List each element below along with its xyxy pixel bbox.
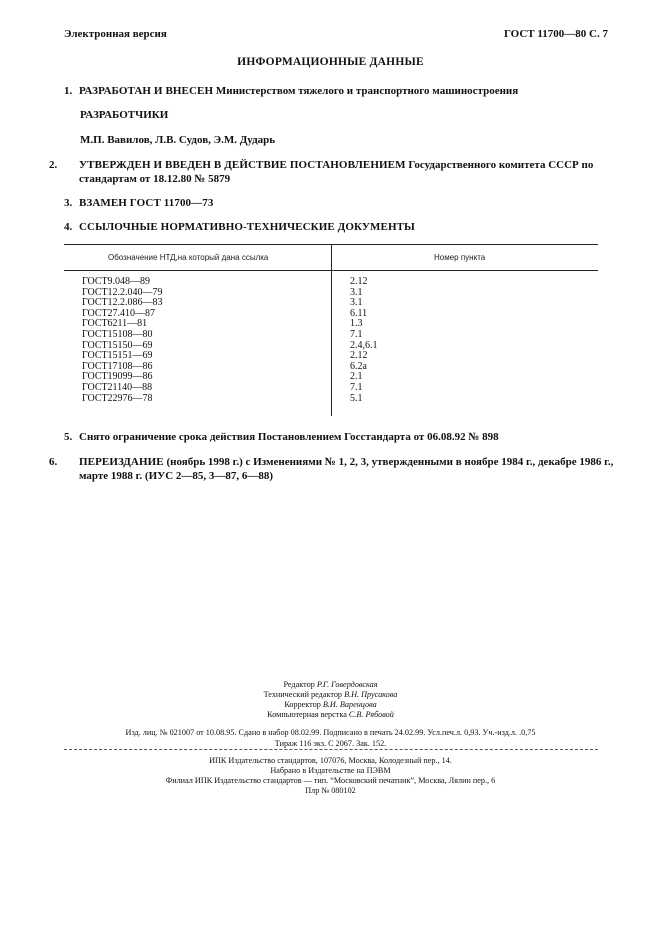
table-row-doc-number: 15150—69 (107, 339, 153, 351)
imprint-editor: Редактор Р.Г. Говердовская (283, 680, 378, 689)
table-row-prefix: ГОСТ (82, 381, 108, 393)
item-3-caps: ВЗАМЕН ГОСТ 11700—73 (79, 197, 214, 209)
table-row-doc-number: 22976—78 (107, 392, 153, 404)
item-5 (64, 430, 612, 444)
table-row-clause: 3.1 (350, 297, 363, 309)
table-row-clause: 5.1 (350, 392, 363, 404)
header-right: ГОСТ 11700—80 С. 7 (503, 28, 608, 40)
table-row-doc-number: 27.410—87 (107, 307, 155, 319)
imprint-editors (0, 680, 661, 720)
imprint-publisher (0, 756, 661, 796)
item-2-caps: УТВЕРЖДЕН И ВВЕДЕН В ДЕЙСТВИЕ ПОСТАНОВЛЕНИЕМ (79, 159, 406, 171)
table-row-clause: 3.1 (350, 286, 363, 298)
imprint-corrector: Корректор В.И. Варенцова (284, 700, 377, 709)
imprint-publisher-line-2: Набрано в Издательстве на ПЭВМ (270, 766, 391, 775)
page-title: ИНФОРМАЦИОННЫЕ ДАННЫЕ (237, 56, 424, 68)
item-1-caps: РАЗРАБОТАН И ВНЕСЕН (79, 85, 214, 97)
table-row-prefix: ГОСТ (82, 371, 108, 383)
developers-names: М.П. Вавилов, Л.В. Судов, Э.М. Дударь (80, 134, 276, 146)
table-row-doc-number: 12.2.040—79 (107, 286, 163, 298)
table-row-prefix: ГОСТ (82, 307, 108, 319)
imprint-print-run: Тираж 116 экз. С 2067. Зак. 152. (274, 739, 387, 748)
table-row-prefix: ГОСТ (82, 339, 108, 351)
item-3-number: 3. (64, 197, 73, 209)
developers-label: РАЗРАБОТЧИКИ (80, 109, 169, 121)
table-header-clause: Номер пункта (434, 253, 486, 262)
item-4 (64, 220, 612, 234)
table-row-prefix: ГОСТ (82, 350, 108, 362)
table-row-clause: 7.1 (350, 328, 363, 340)
table-row-clause: 2.12 (350, 276, 368, 287)
item-6 (49, 455, 627, 483)
table-row-doc-number: 17108—86 (107, 360, 153, 372)
item-6-caps: ПЕРЕИЗДАНИЕ (79, 456, 164, 468)
table-row-prefix: ГОСТ (82, 360, 108, 372)
table-row-clause: 2.1 (350, 371, 363, 383)
imprint-divider (64, 749, 598, 750)
item-2 (49, 158, 627, 186)
table-row-doc-number: 12.2.086—83 (107, 297, 163, 309)
table-header-document: Обозначение НТД,на который дана ссылка (108, 253, 269, 262)
imprint-license: Изд. лиц. № 021007 от 10.08.95. Сдано в набор 08.02.99. Подписано в печать 24.02.99. Усл.печ.л. 0,93. Уч.-изд.л. .0,75 (125, 728, 536, 737)
table-row-doc-number: 9.048—89 (107, 276, 150, 287)
table-row-clause: 1.3 (350, 318, 363, 330)
item-1 (64, 84, 612, 98)
table-row-prefix: ГОСТ (82, 328, 108, 340)
item-4-number: 4. (64, 221, 73, 233)
table-row-clause: 6.2а (350, 360, 367, 372)
item-3 (64, 196, 612, 210)
item-5-text: Снято ограничение срока действия Постановлением Госстандарта от 06.08.92 № 898 (79, 431, 499, 443)
imprint-layout: Компьютерная верстка С.В. Рябовой (267, 710, 394, 719)
table-row-prefix: ГОСТ (82, 276, 108, 287)
item-5-number: 5. (64, 431, 73, 443)
table-row-doc-number: 6211—81 (107, 318, 148, 330)
reference-table (64, 244, 598, 416)
table-row-doc-number: 15151—69 (107, 350, 153, 362)
item-1-number: 1. (64, 85, 73, 97)
table-column-divider (331, 244, 332, 416)
table-row-doc-number: 21140—88 (107, 381, 153, 393)
table-row-prefix: ГОСТ (82, 318, 108, 330)
header-left: Электронная версия (64, 28, 167, 40)
table-docs-column (82, 277, 163, 404)
table-row-prefix: ГОСТ (82, 297, 108, 309)
table-row-clause: 7.1 (350, 381, 363, 393)
table-row-doc-number: 15108—80 (107, 328, 153, 340)
table-row-prefix: ГОСТ (82, 286, 108, 298)
item-2-number: 2. (49, 159, 58, 171)
table-row-doc (82, 394, 163, 405)
item-1-text: Министерством тяжелого и транспортного машиностроения (213, 85, 519, 97)
imprint-publisher-line-1: ИПК Издательство стандартов, 107076, Москва, Колодезный пер., 14. (209, 756, 452, 765)
imprint-publisher-line-4: Плр № 080102 (305, 786, 356, 795)
table-clauses-column (350, 277, 378, 404)
imprint-tech-editor: Технический редактор В.Н. Прусакова (263, 690, 398, 699)
table-row-doc-number: 19099—86 (107, 371, 153, 383)
table-row-clause: 2.12 (350, 350, 368, 362)
table-row-prefix: ГОСТ (82, 392, 108, 404)
item-2-text: Государственного комитета СССР по стандартам от 18.12.80 № 5879 (79, 159, 594, 185)
table-row-clause: 6.11 (350, 307, 368, 319)
table-row-clause: 2.4,6.1 (350, 339, 378, 351)
imprint-publisher-line-3: Филиал ИПК Издательство стандартов — тип. “Московский печатник”, Москва, Лялин пер., 6 (165, 776, 496, 785)
item-6-text: (ноябрь 1998 г.) с Изменениями № 1, 2, 3, утвержденными в ноябре 1984 г., декабре 1986 г., марте 1988 г. (ИУС 2—85, 3—87, 6—88) (79, 456, 614, 482)
item-6-number: 6. (49, 456, 58, 468)
item-4-caps: ССЫЛОЧНЫЕ НОРМАТИВНО-ТЕХНИЧЕСКИЕ ДОКУМЕНТЫ (79, 221, 415, 233)
